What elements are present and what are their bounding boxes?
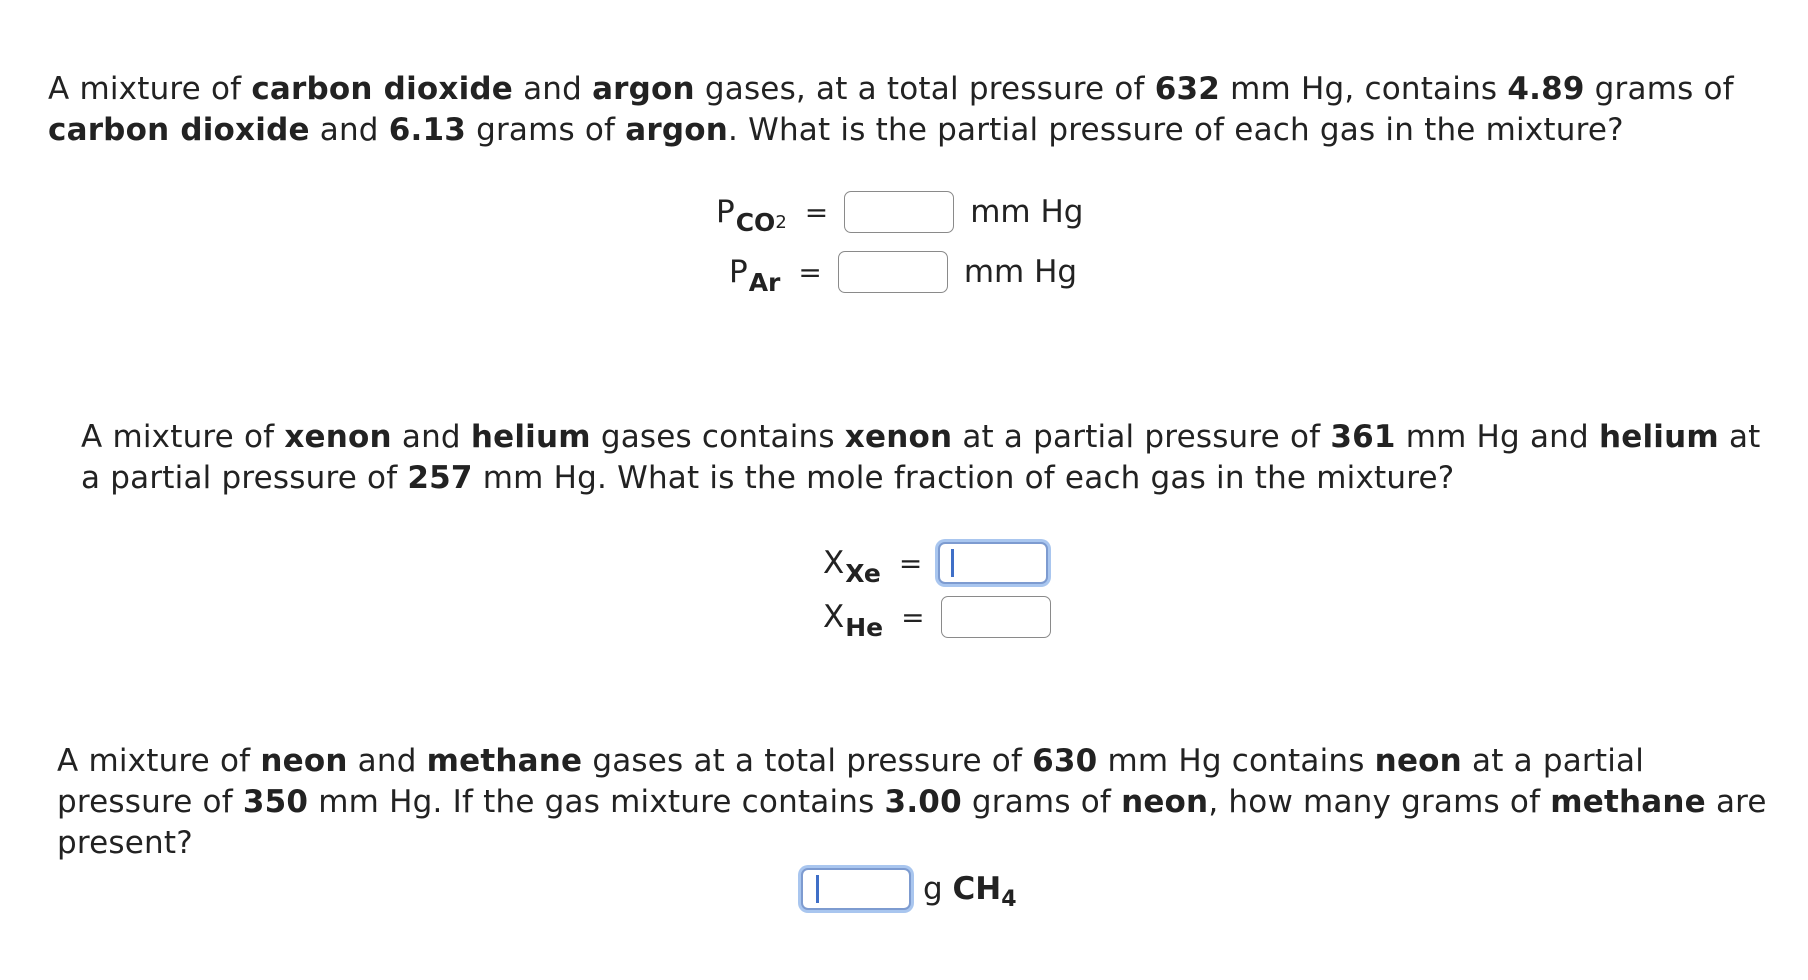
- question-fragment: and: [347, 743, 427, 779]
- x-he-input[interactable]: [941, 596, 1051, 638]
- bold-term: helium: [470, 419, 591, 455]
- bold-term: 4.89: [1507, 71, 1585, 107]
- bold-term: 257: [407, 460, 473, 496]
- bold-term: 361: [1330, 419, 1396, 455]
- question-fragment: and: [391, 419, 471, 455]
- question-fragment: and: [309, 112, 389, 148]
- question-fragment: A mixture of: [48, 71, 252, 107]
- answer-row-p-co2: [716, 190, 1084, 237]
- bold-term: 6.13: [388, 112, 467, 148]
- bold-term: 632: [1154, 71, 1221, 107]
- bold-term: 3.00: [884, 784, 962, 820]
- question-fragment: mm Hg contains: [1097, 743, 1375, 779]
- p-co2-symbol: $P_{CO}2$: [716, 194, 787, 237]
- question-fragment: and: [513, 71, 593, 107]
- p-co2-unit: mm Hg: [970, 194, 1084, 230]
- x-xe-input[interactable]: [938, 542, 1048, 584]
- question-fragment: gases at a total pressure of: [582, 743, 1033, 779]
- answer-row-p-ar: [729, 250, 1078, 297]
- question-fragment: grams of: [961, 784, 1122, 820]
- question-fragment: at a partial pressure of: [57, 743, 1645, 820]
- p-ar-input[interactable]: [838, 251, 948, 293]
- methane-unit: g $CH_4$: [923, 871, 1017, 912]
- bold-term: neon: [1374, 743, 1462, 779]
- question-fragment: mm Hg. What is the mole fraction of each gas in the mixture?: [472, 460, 1455, 496]
- bold-term: carbon dioxide: [48, 112, 310, 148]
- bold-term: argon: [592, 71, 695, 107]
- bold-term: methane: [426, 743, 583, 779]
- question-fragment: mm Hg and: [1395, 419, 1599, 455]
- answer-row-x-xe: [823, 541, 1048, 588]
- p-co2-input[interactable]: [844, 191, 954, 233]
- answer-row-methane-grams: [801, 867, 1017, 911]
- question-fragment: at a partial pressure of: [81, 419, 1761, 496]
- equals-sign: =: [901, 600, 925, 634]
- bold-term: 350: [242, 784, 309, 820]
- question-fragment: mm Hg, contains: [1220, 71, 1508, 107]
- question-3-text: [57, 741, 1777, 864]
- bold-term: methane: [1550, 784, 1706, 820]
- p-ar-unit: mm Hg: [963, 254, 1078, 290]
- equals-sign: =: [798, 255, 822, 289]
- bold-term: carbon dioxide: [251, 71, 514, 107]
- x-he-symbol: $X_{He}$: [823, 599, 884, 642]
- question-2-text: [81, 417, 1781, 499]
- question-fragment: gases, at a total pressure of: [694, 71, 1155, 107]
- bold-term: argon: [625, 112, 728, 148]
- equals-sign: =: [804, 195, 829, 229]
- methane-grams-input[interactable]: [801, 868, 911, 910]
- bold-term: neon: [1121, 784, 1209, 820]
- equals-sign: =: [898, 546, 923, 580]
- p-ar-symbol: $P_{Ar}$: [729, 254, 781, 297]
- x-xe-symbol: $X_{Xe}$: [823, 545, 881, 588]
- question-fragment: A mixture of: [57, 743, 261, 779]
- question-fragment: are present?: [57, 784, 1767, 861]
- bold-term: helium: [1598, 419, 1719, 455]
- question-fragment: at a partial pressure of: [952, 419, 1331, 455]
- answer-row-x-he: [823, 595, 1051, 642]
- question-fragment: A mixture of: [81, 419, 285, 455]
- bold-term: xenon: [844, 419, 953, 455]
- question-fragment: grams of: [1584, 71, 1734, 107]
- bold-term: xenon: [284, 419, 392, 455]
- question-fragment: . What is the partial pressure of each gas in the mixture?: [728, 112, 1624, 148]
- question-1-text: [48, 69, 1768, 151]
- question-fragment: grams of: [466, 112, 626, 148]
- bold-term: 630: [1032, 743, 1098, 779]
- question-fragment: , how many grams of: [1208, 784, 1551, 820]
- question-fragment: gases contains: [590, 419, 845, 455]
- question-fragment: mm Hg. If the gas mixture contains: [308, 784, 885, 820]
- bold-term: neon: [260, 743, 348, 779]
